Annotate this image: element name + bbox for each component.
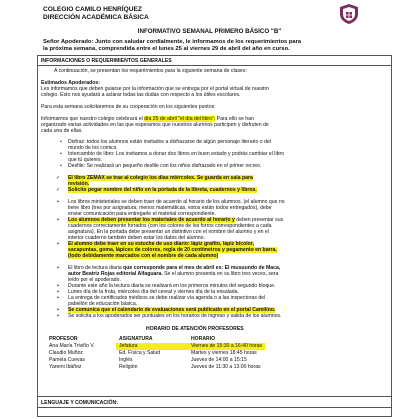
table-row [46,343,265,350]
arrow-bullet-icon: ➢ [56,289,61,295]
paragraph-cooperation: Para esta semana solicitaremos de su cooperación en los siguientes puntos: [41,104,216,110]
list-item-continued: sacapuntas, goma, lápices de colores, regla de 20 centímetros y pegamento en barra, [68,247,277,253]
list-item: Los libros ministeriales se deben traer de acuerdo al horario de los alumnos. (el alumno que no [68,199,285,205]
table-cell: Ed. Física y Salud [119,350,161,357]
arrow-bullet-icon: ➢ [56,199,61,205]
checkmark-bullet-icon: ✓ [56,187,61,193]
highlight-book-day: día 25 de abril "el día del libro". [144,116,216,122]
list-item: Se solicita a los apoderados ser puntuales en los horarios de ingreso y salida de los alumnos. [68,313,282,319]
school-crest-icon [338,3,360,25]
list-item: El libro de lectura diaria que corresponde para el mes de abril es: El musuundo de Maca, [68,265,281,271]
list-item: El alumno debe traer en su estuche de uso diario: lápiz grafito, lápiz bicolor, [68,241,254,247]
list-item-continued: mundo de los comics. [68,145,118,151]
list-item: Lunes día de la fruta, miércoles día del cereal y viernes día de la ensalada. [68,289,239,295]
table-cell: Jueves de 14:00 a 15:15 [191,357,247,364]
table-cell: Viernes de 15:30 a 16:40 horas [188,343,265,350]
section-divider [38,65,391,66]
list-item: La entrega de certificados médicos se debe realizar vía agenda o a las inspectoras del [68,295,266,301]
column-header: ASIGNATURA [119,336,153,343]
section-title-language: LENGUAJE Y COMUNICACIÓN: [41,400,118,406]
bullet-dot-icon: • [60,163,62,169]
table-header-row [46,336,265,343]
schedule-table [46,336,265,371]
intro-paragraph [43,39,388,53]
arrow-bullet-icon: ➢ [56,241,61,247]
department-name: DIRECCIÓN ACADÉMICA BÁSICA [43,13,149,21]
section-divider [38,396,391,397]
list-item-continued: cuadernos correctamente forrados (con los colores de los forros correspondientes a cada [68,223,272,229]
table-cell: Pamela Cuevas [49,357,85,364]
school-name: COLEGIO CAMILO HENRÍQUEZ [43,6,142,13]
paragraph-line: colegio. Esto nos ayudará a aclarar todas las dudas con respecto a los útiles escolares. [41,92,241,98]
table-row [46,364,265,371]
list-item-continued: autor Beatriz Rojas editorial Alfaguara. Se el alumno presenta en su libro tres veces, sera [68,271,279,277]
table-cell: Jefatura [116,343,188,350]
table-cell: Jueves de 11:30 a 13:00 horas [191,364,261,371]
arrow-bullet-icon: ➢ [56,217,61,223]
list-item: El libro ZEMAX se trae al colegio los días miércoles. Se guarda en sala para [68,175,253,181]
column-header: HORARIO [191,336,216,343]
list-item-continued: tiene libro (tres por asignatura, menos matemáticas, estos están todos entregados), debe [68,205,272,211]
list-item: Los alumnos deben presentar los materiales de acuerdo al horario y deben presentar sus [68,217,284,223]
list-item-continued: enviar comunicación para entregarle el material correspondiente. [68,211,217,217]
table-cell: Yaremi Ibáñez [49,364,82,371]
section-title: INFORMACIONES O REQUERIMIENTOS GENERALES [41,58,172,64]
list-item-continued: revisión. [68,181,90,187]
list-item-continued: interior cuaderno también deben estar los datos del alumno. [68,235,205,241]
schedule-title: HORARIO DE ATENCIÓN PROFESORES [146,326,244,332]
bullet-dot-icon: • [60,151,62,157]
list-item: Durante este año la lectura diaria se realizará en los primeros minutos del segundo bloque. [68,283,276,289]
school-header [43,6,149,21]
arrow-bullet-icon: ➢ [56,307,61,313]
paragraph-line: Les informamos que deben guiarse por la información que se entrega por el portal virtual de nuestro [41,86,270,92]
content-box [37,55,392,417]
arrow-bullet-icon: ➢ [56,295,61,301]
list-item-continued: que tú quieres. [68,157,103,163]
table-row [46,357,265,364]
arrow-bullet-icon: ➢ [56,283,61,289]
document-title: INFORMATIVO SEMANAL PRIMERO BÁSICO "B" [137,28,282,35]
table-cell: Religión [119,364,138,371]
column-header: PROFESOR [49,336,78,343]
list-item: Disfraz: todos los alumnos están invitados a disfrazarse de algún personaje literario o del [68,139,271,145]
list-item: Desfile: Se realizará un pequeño desfile con los niños disfrazado en el primer recreo. [68,163,262,169]
list-item: Se comunica que el calendario de evaluaciones será publicado en el portal Camilino. [68,307,276,313]
intro-line: la próxima semana, comprendida entre el lunes 25 al viernes 29 de abril del año en curso. [43,45,290,52]
table-cell: Ana María Triviño V. [49,343,95,350]
list-item-continued: leído por el apoderado. [68,277,121,283]
greeting-title: Estimados Apoderados: [41,80,100,86]
list-item: Intercambio de libro: Los invitamos a donar dos libros en buen estado y podrás cambiar el libro [68,151,285,157]
paragraph-intro: A continuación, se presentan los requerimientos para la siguiente semana de clases: [54,68,247,74]
table-row [46,350,265,357]
table-cell: Inglés [119,357,133,364]
paragraph-book-day: Informamos que nuestro colegio celebrará el día 25 de abril "el día del libro". Para ello se han [41,116,254,122]
list-item: Solicito pegar nombre del niño en la portada de la libreta, cuadernos y libros. [68,187,257,193]
bullet-dot-icon: • [60,139,62,145]
list-item-continued: asignatura). En la portada debe presentar un distintivo con el nombre del alumno y en el [68,229,269,235]
arrow-bullet-icon: ➢ [56,265,61,271]
table-cell: Claudio Muñoz [49,350,83,357]
list-item-continued: (todo debidamente marcados con el nombre de cada alumno) [68,253,219,259]
checkmark-bullet-icon: ✓ [56,175,61,181]
arrow-bullet-icon: ➢ [56,313,61,319]
paragraph-line: organizado varias actividades en las que esperamos que nuestros alumnos participen y disfruten de [41,122,269,128]
intro-line: Señor Apoderado: Junto con saludar cordialmente, le informamos de los requerimientos para [43,39,302,45]
paragraph-line: cada una de ellas. [41,128,83,134]
table-cell: Martes y viernes 18:45 horas [191,350,257,357]
section-divider [38,407,391,408]
list-item-continued: pabellón de educación básica. [68,301,138,307]
